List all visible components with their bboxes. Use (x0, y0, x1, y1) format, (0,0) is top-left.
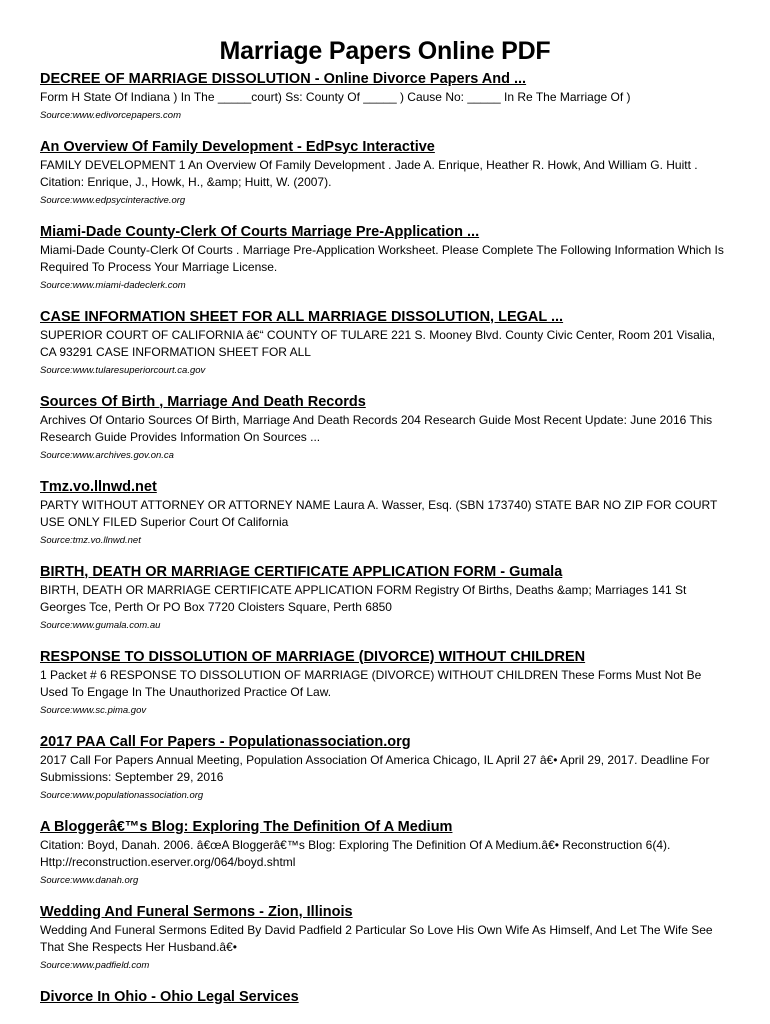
result-source: Source:www.miami-dadeclerk.com (40, 279, 186, 291)
result-entry (40, 138, 730, 209)
result-entry (40, 70, 730, 124)
result-description: Form H State Of Indiana ) In The _____court) Ss: County Of _____ ) Cause No: _____ In Re The Marriage Of ) (40, 90, 631, 104)
result-description: BIRTH, DEATH OR MARRIAGE CERTIFICATE APPLICATION FORM Registry Of Births, Deaths &amp; Marriages 141 St Georges Tce, Perth Or PO Box 7720 Cloisters Square, Perth 6850 (40, 582, 687, 614)
result-title-link[interactable]: An Overview Of Family Development - EdPsyc Interactive (40, 138, 435, 155)
result-description: PARTY WITHOUT ATTORNEY OR ATTORNEY NAME Laura A. Wasser, Esq. (SBN 173740) STATE BAR NO ZIP FOR COURT USE ONLY FILED Superior Court Of California (40, 497, 718, 529)
result-description: Archives Of Ontario Sources Of Birth, Marriage And Death Records 204 Research Guide Most Recent Update: June 2016 This Research Guide Provides Information On Sources ... (40, 412, 713, 444)
result-description: 2017 Call For Papers Annual Meeting, Population Association Of America Chicago, IL April 27 â€• April 29, 2017. Deadline For Submissions: September 29, 2016 (40, 752, 710, 784)
result-entry (40, 648, 730, 719)
result-title-link[interactable]: Sources Of Birth , Marriage And Death Records (40, 393, 366, 410)
page-title: Marriage Papers Online PDF (219, 37, 551, 65)
result-source: Source:www.gumala.com.au (40, 619, 161, 631)
result-entry (40, 223, 730, 294)
result-description: Wedding And Funeral Sermons Edited By David Padfield 2 Particular So Love His Own Wife As Himself, And Let The Wife See That She Respects Her Husband.â€• (40, 922, 713, 954)
result-entry (40, 478, 730, 549)
result-description: 1 Packet # 6 RESPONSE TO DISSOLUTION OF MARRIAGE (DIVORCE) WITHOUT CHILDREN These Forms Must Not Be Used To Engage In The Unauthorized Practice Of Law. (40, 667, 702, 699)
result-title-link[interactable]: Wedding And Funeral Sermons - Zion, Illinois (40, 903, 353, 920)
result-source: Source:www.sc.pima.gov (40, 704, 147, 716)
result-source: Source:www.populationassociation.org (40, 789, 204, 801)
result-entry (40, 733, 730, 804)
result-source: Source:www.archives.gov.on.ca (40, 449, 174, 461)
result-description: Miami-Dade County-Clerk Of Courts . Marriage Pre-Application Worksheet. Please Complete The Following Information Which Is Required To Process Your Marriage License. (40, 242, 724, 274)
result-entry (40, 818, 730, 889)
result-source: Source:www.padfield.com (40, 959, 150, 971)
result-description: SUPERIOR COURT OF CALIFORNIA â€“ COUNTY OF TULARE 221 S. Mooney Blvd. County Civic Center, Room 201 Visalia, CA 93291 CASE INFORMATION SHEET FOR ALL (40, 327, 716, 359)
result-source: Source:tmz.vo.llnwd.net (40, 534, 141, 546)
result-source: Source:www.danah.org (40, 874, 139, 886)
result-entry (40, 988, 730, 1007)
result-title-link[interactable]: CASE INFORMATION SHEET FOR ALL MARRIAGE DISSOLUTION, LEGAL ... (40, 308, 564, 325)
result-source: Source:www.tularesuperiorcourt.ca.gov (40, 364, 206, 376)
result-entry (40, 308, 730, 379)
result-title-link[interactable]: 2017 PAA Call For Papers - Populationassociation.org (40, 733, 411, 750)
result-entry (40, 563, 730, 634)
result-entry (40, 903, 730, 974)
result-entry (40, 393, 730, 464)
result-title-link[interactable]: Tmz.vo.llnwd.net (40, 478, 157, 495)
result-source: Source:www.edpsycinteractive.org (40, 194, 186, 206)
result-title-link[interactable]: BIRTH, DEATH OR MARRIAGE CERTIFICATE APPLICATION FORM - Gumala (40, 563, 563, 580)
result-description: FAMILY DEVELOPMENT 1 An Overview Of Family Development . Jade A. Enrique, Heather R. Howk, And William G. Huitt . Citation: Enrique, J., Howk, H., &amp; Huitt, W. (2007). (40, 157, 698, 189)
result-title-link[interactable]: A Bloggerâ€™s Blog: Exploring The Definition Of A Medium (40, 818, 453, 835)
result-description: Citation: Boyd, Danah. 2006. â€œA Bloggerâ€™s Blog: Exploring The Definition Of A Medium.â€• Reconstruction 6(4). Http://reconstruction.eserver.org/064/boyd.shtml (40, 837, 671, 869)
result-title-link[interactable]: DECREE OF MARRIAGE DISSOLUTION - Online Divorce Papers And ... (40, 71, 527, 87)
result-title-link[interactable]: RESPONSE TO DISSOLUTION OF MARRIAGE (DIVORCE) WITHOUT CHILDREN (40, 648, 586, 665)
result-title-link[interactable]: Divorce In Ohio - Ohio Legal Services (40, 988, 299, 1005)
result-title-link[interactable]: Miami-Dade County-Clerk Of Courts Marriage Pre-Application ... (40, 223, 480, 240)
result-list (40, 70, 730, 1007)
result-source: Source:www.edivorcepapers.com (40, 109, 181, 121)
